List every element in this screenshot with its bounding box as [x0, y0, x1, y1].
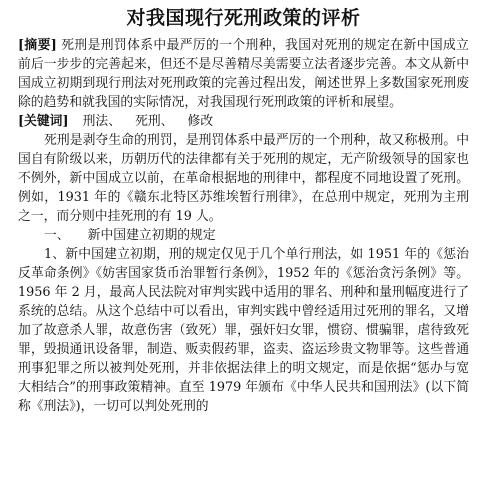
document-title: 对我国现行死刑政策的评析 — [126, 7, 361, 29]
keywords-line — [18, 112, 469, 131]
keyword-item: 刑法、 — [82, 114, 121, 129]
keywords-label: [关键词] — [18, 114, 69, 129]
abstract-label: [摘要] — [18, 38, 57, 53]
keyword-item: 修改 — [187, 114, 214, 129]
abstract-paragraph — [18, 36, 469, 112]
section-heading-1 — [18, 226, 469, 245]
body-paragraph-1: 死刑是剥夺生命的刑罚，是刑罚体系中最严厉的一个刑种，故又称极刑。中国自有阶级以来，历朝历代的法律都有关于死刑的规定，无产阶级领导的国家也不例外，新中国成立以前，在革命根据地的刑律中，都程度不同地设置了死刑。例如，1931 年的《赣东北特区苏维埃暂行刑律》，在总刑中规定，死刑为主刑之一，而分则中挂死刑的有 19 人。 — [18, 133, 469, 224]
section-number: 一、 — [44, 228, 70, 243]
body-paragraph-2: 1、新中国建立初期，刑的规定仅见于几个单行刑法，如 1951 年的《惩治反革命条例》《妨害国家货币治罪暂行条例》，1952 年的《惩治贪污条例》等。1956 年 2 月，最高人民法院对审判实践中适用的罪名、刑种和量刑幅度进行了系统的总结。从这个总结中可以看出，审判实践中曾经适用过死刑的罪名，又增加了故意杀人罪，故意伤害（致死）罪，强奸妇女罪，惯窃、惯骗罪，虐待致死罪，毁损通讯设备罪，制造、贩卖假药罪，盗卖、盗运珍贵文物罪等。这些普通刑事犯罪之所以被判处死刑，并非依据法律上的明文规定，而是依据“惩办与宽大相结合”的刑事政策精神。直至 1979 年颁布《中华人民共和国刑法》(以下简称《刑法》)，一切可以判处死刑的 — [18, 247, 469, 414]
abstract-text: 死刑是刑罚体系中最严厉的一个刑种，我国对死刑的规定在新中国成立前后一步步的完善起来，但还不是尽善精尽美需要立法者逐步完善。本文从新中国成立初期到现行刑法对死刑政策的完善过程出发，阐述世界上多数国家死刑废除的趋势和就我国的实际情况，对我国现行死刑政策的评析和展望。 — [18, 38, 469, 110]
section-title: 新中国建立初期的规定 — [87, 228, 216, 243]
keyword-item: 死刑、 — [135, 114, 174, 129]
